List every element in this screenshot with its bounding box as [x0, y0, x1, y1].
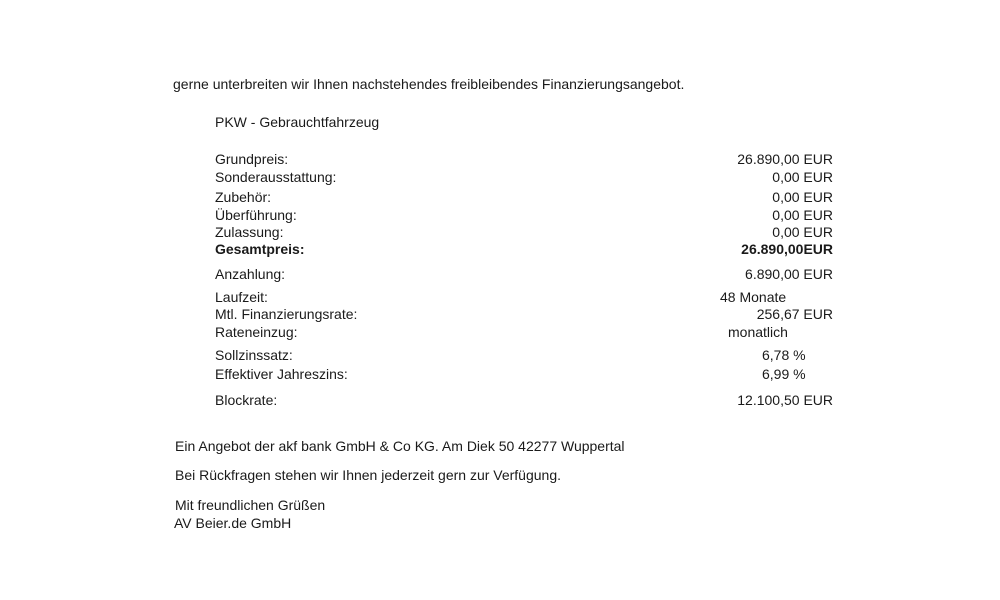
label-sollzinssatz: Sollzinssatz: [215, 347, 293, 363]
value-laufzeit: 48 Monate [720, 289, 787, 305]
label-zubehoer: Zubehör: [215, 189, 272, 205]
closing-text: Mit freundlichen Grüßen [175, 497, 326, 513]
value-rateneinzug: monatlich [728, 324, 788, 340]
label-finanzierungsrate: Mtl. Finanzierungsrate: [215, 306, 358, 322]
label-gesamtpreis: Gesamtpreis: [215, 241, 305, 257]
vehicle-type: PKW - Gebrauchtfahrzeug [215, 114, 380, 130]
value-ueberfuehrung: 0,00 EUR [772, 207, 833, 223]
label-blockrate: Blockrate: [215, 392, 278, 408]
label-grundpreis: Grundpreis: [215, 151, 289, 167]
letter-body [173, 0, 1000, 600]
intro-text: gerne unterbreiten wir Ihnen nachstehendes freibleibendes Finanzierungsangebot. [173, 76, 685, 92]
value-grundpreis: 26.890,00 EUR [737, 151, 833, 167]
value-gesamtpreis: 26.890,00EUR [741, 241, 833, 257]
label-effektiver-jahreszins: Effektiver Jahreszins: [215, 366, 348, 382]
value-anzahlung: 6.890,00 EUR [745, 266, 833, 282]
label-rateneinzug: Rateneinzug: [215, 324, 298, 340]
questions-text: Bei Rückfragen stehen wir Ihnen jederzeit gern zur Verfügung. [175, 467, 562, 483]
value-sollzinssatz: 6,78 % [762, 347, 806, 363]
offer-text: Ein Angebot der akf bank GmbH & Co KG. Am Diek 50 42277 Wuppertal [175, 438, 625, 454]
value-zulassung: 0,00 EUR [772, 224, 833, 240]
company-name: AV Beier.de GmbH [174, 515, 292, 531]
value-zubehoer: 0,00 EUR [772, 189, 833, 205]
value-blockrate: 12.100,50 EUR [737, 392, 833, 408]
label-ueberfuehrung: Überführung: [215, 207, 297, 223]
value-sonderausstattung: 0,00 EUR [772, 169, 833, 185]
label-anzahlung: Anzahlung: [215, 266, 286, 282]
label-laufzeit: Laufzeit: [215, 289, 268, 305]
label-zulassung: Zulassung: [215, 224, 284, 240]
value-effektiver-jahreszins: 6,99 % [762, 366, 806, 382]
label-sonderausstattung: Sonderausstattung: [215, 169, 337, 185]
value-finanzierungsrate: 256,67 EUR [756, 306, 833, 322]
